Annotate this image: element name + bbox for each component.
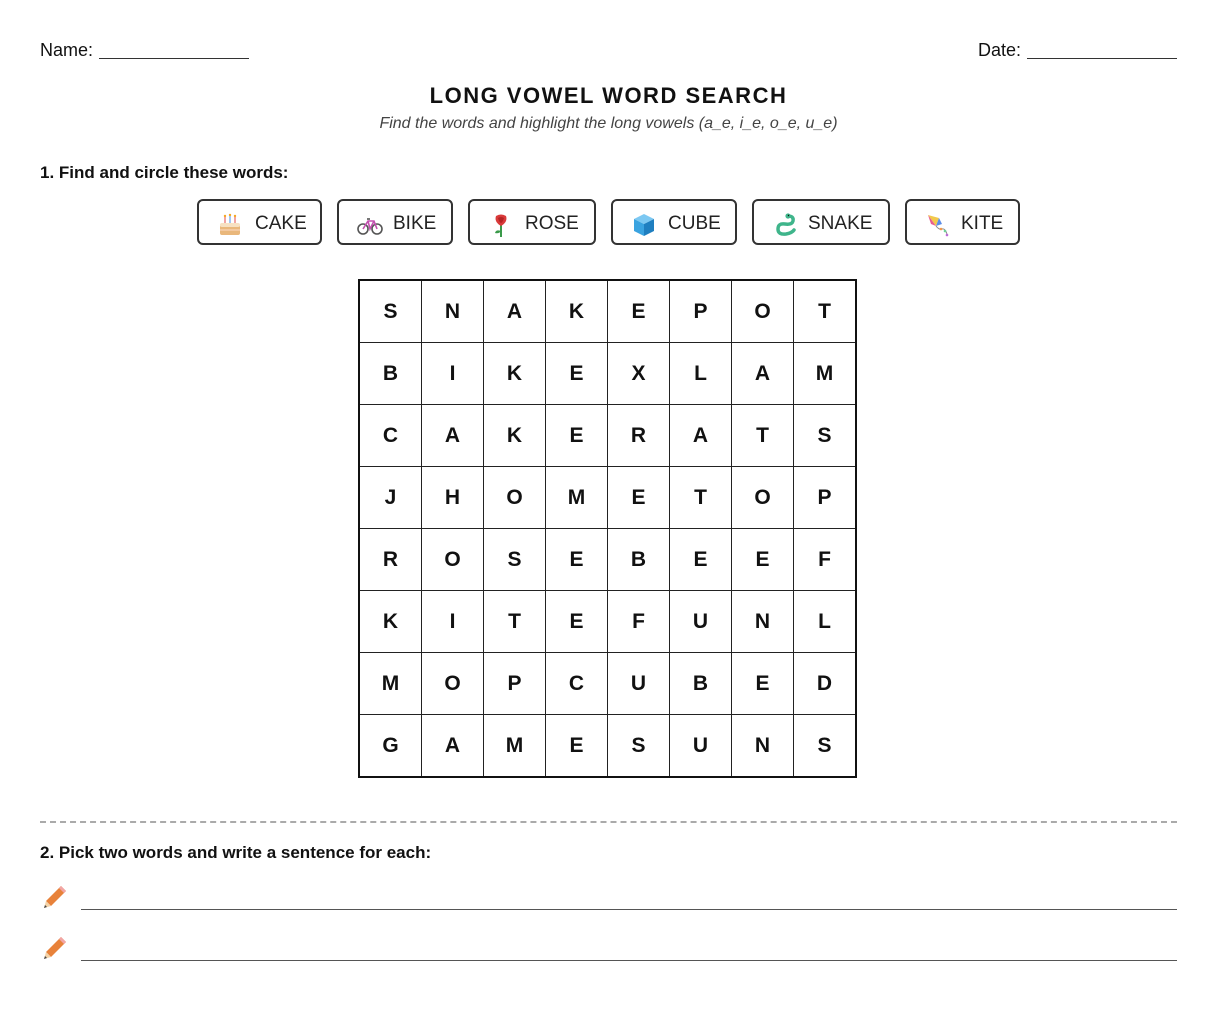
grid-cell[interactable]: B	[670, 653, 732, 715]
grid-cell[interactable]: X	[608, 343, 670, 405]
word-label: BIKE	[393, 213, 437, 234]
grid-cell[interactable]: B	[608, 529, 670, 591]
name-label: Name:	[40, 40, 94, 60]
grid-cell[interactable]: E	[546, 591, 608, 653]
grid-cell[interactable]: A	[732, 343, 794, 405]
grid-cell[interactable]: K	[484, 343, 546, 405]
sentence-line-1[interactable]	[40, 884, 1177, 914]
grid-cell[interactable]: M	[794, 343, 857, 405]
grid-cell[interactable]: S	[608, 715, 670, 778]
grid-cell[interactable]: H	[422, 467, 484, 529]
word-label: CUBE	[668, 213, 721, 234]
grid-cell[interactable]: D	[794, 653, 857, 715]
grid-cell[interactable]: T	[794, 280, 857, 343]
grid-cell[interactable]: S	[359, 280, 422, 343]
grid-cell[interactable]: E	[732, 529, 794, 591]
word-chip-cube[interactable]	[611, 199, 737, 245]
word-chip-snake[interactable]	[752, 199, 890, 245]
grid-cell[interactable]: P	[670, 280, 732, 343]
grid-cell[interactable]: B	[359, 343, 422, 405]
grid-cell[interactable]: N	[732, 591, 794, 653]
grid-cell[interactable]: T	[732, 405, 794, 467]
grid-cell[interactable]: T	[670, 467, 732, 529]
writing-rule	[81, 909, 1177, 910]
grid-cell[interactable]: O	[422, 529, 484, 591]
grid-cell[interactable]: E	[608, 280, 670, 343]
grid-cell[interactable]: M	[546, 467, 608, 529]
grid-cell[interactable]: R	[359, 529, 422, 591]
grid-row	[359, 715, 856, 778]
grid-cell[interactable]: K	[484, 405, 546, 467]
grid-row	[359, 653, 856, 715]
grid-cell[interactable]: I	[422, 343, 484, 405]
word-label: SNAKE	[808, 213, 873, 234]
word-chip-bike[interactable]	[337, 199, 453, 245]
grid-cell[interactable]: E	[546, 343, 608, 405]
grid-cell[interactable]: U	[670, 591, 732, 653]
name-blank[interactable]	[99, 57, 249, 59]
grid-cell[interactable]: E	[546, 529, 608, 591]
grid-cell[interactable]: O	[484, 467, 546, 529]
section-1-heading: 1. Find and circle these words:	[40, 163, 289, 182]
grid-cell[interactable]: A	[422, 715, 484, 778]
grid-cell[interactable]: M	[359, 653, 422, 715]
section-divider	[40, 821, 1177, 823]
grid-cell[interactable]: S	[794, 715, 857, 778]
snake-icon	[772, 212, 798, 238]
grid-cell[interactable]: C	[359, 405, 422, 467]
word-search-grid	[358, 279, 857, 778]
grid-cell[interactable]: S	[794, 405, 857, 467]
grid-cell[interactable]: S	[484, 529, 546, 591]
grid-cell[interactable]: E	[546, 715, 608, 778]
pencil-icon	[42, 935, 68, 961]
grid-cell[interactable]: C	[546, 653, 608, 715]
grid-cell[interactable]: U	[670, 715, 732, 778]
grid-cell[interactable]: G	[359, 715, 422, 778]
name-field	[40, 40, 249, 61]
word-label: CAKE	[255, 213, 307, 234]
grid-cell[interactable]: T	[484, 591, 546, 653]
word-label: ROSE	[525, 213, 579, 234]
grid-cell[interactable]: E	[608, 467, 670, 529]
grid-row	[359, 405, 856, 467]
word-chip-rose[interactable]	[468, 199, 596, 245]
grid-cell[interactable]: L	[670, 343, 732, 405]
cube-icon	[631, 212, 657, 238]
grid-cell[interactable]: E	[546, 405, 608, 467]
grid-cell[interactable]: O	[732, 467, 794, 529]
word-chip-cake[interactable]	[197, 199, 322, 245]
word-chip-kite[interactable]	[905, 199, 1020, 245]
grid-cell[interactable]: E	[732, 653, 794, 715]
bicycle-icon	[357, 212, 383, 238]
grid-cell[interactable]: P	[484, 653, 546, 715]
date-blank[interactable]	[1027, 57, 1177, 59]
grid-cell[interactable]: J	[359, 467, 422, 529]
writing-rule	[81, 960, 1177, 961]
kite-icon	[925, 212, 951, 238]
grid-cell[interactable]: R	[608, 405, 670, 467]
pencil-icon	[42, 884, 68, 910]
grid-cell[interactable]: A	[670, 405, 732, 467]
grid-cell[interactable]: A	[422, 405, 484, 467]
page-subtitle: Find the words and highlight the long vowels (a_e, i_e, o_e, u_e)	[379, 115, 838, 132]
grid-cell[interactable]: P	[794, 467, 857, 529]
grid-cell[interactable]: O	[732, 280, 794, 343]
grid-cell[interactable]: F	[794, 529, 857, 591]
grid-cell[interactable]: N	[422, 280, 484, 343]
date-field	[978, 40, 1177, 61]
grid-row	[359, 529, 856, 591]
grid-cell[interactable]: M	[484, 715, 546, 778]
grid-cell[interactable]: L	[794, 591, 857, 653]
section-2-heading: 2. Pick two words and write a sentence for each:	[40, 843, 432, 862]
grid-cell[interactable]: K	[359, 591, 422, 653]
grid-cell[interactable]: U	[608, 653, 670, 715]
date-label: Date:	[977, 40, 1021, 60]
grid-row	[359, 591, 856, 653]
grid-cell[interactable]: E	[670, 529, 732, 591]
cake-icon	[217, 212, 243, 238]
grid-cell[interactable]: A	[484, 280, 546, 343]
word-label: KITE	[961, 213, 1004, 234]
header-row	[40, 40, 1177, 62]
page-title: LONG VOWEL WORD SEARCH	[429, 83, 788, 108]
grid-row	[359, 467, 856, 529]
grid-row	[359, 280, 856, 343]
grid-cell[interactable]: F	[608, 591, 670, 653]
grid-row	[359, 343, 856, 405]
grid-cell[interactable]: O	[422, 653, 484, 715]
rose-icon	[488, 212, 514, 238]
sentence-line-2[interactable]	[40, 935, 1177, 965]
grid-cell[interactable]: I	[422, 591, 484, 653]
grid-cell[interactable]: K	[546, 280, 608, 343]
grid-cell[interactable]: N	[732, 715, 794, 778]
